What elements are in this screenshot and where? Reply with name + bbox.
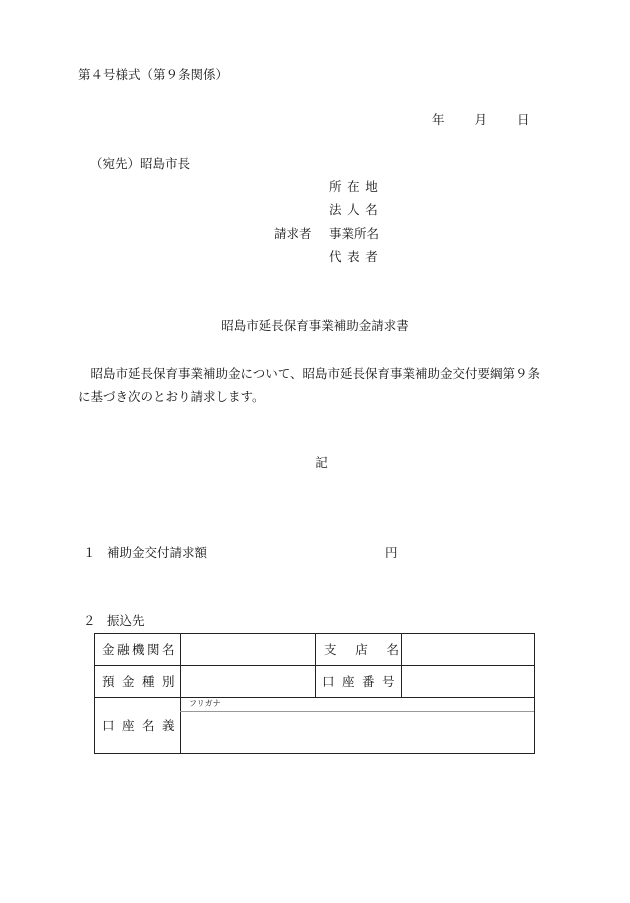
date-year-label: 年 bbox=[432, 112, 445, 127]
bank-transfer-table bbox=[94, 633, 535, 754]
item-2-number: ２ bbox=[83, 613, 96, 628]
form-number: 第４号様式（第９条関係） bbox=[78, 67, 229, 82]
item-1-unit: 円 bbox=[385, 545, 398, 560]
branch-name-label: 支店名 bbox=[324, 642, 418, 657]
date-month-label: 月 bbox=[474, 112, 488, 127]
date-line bbox=[432, 114, 530, 127]
bank-name-label: 金融機関名 bbox=[102, 642, 178, 657]
document-title: 昭島市延長保育事業補助金請求書 bbox=[221, 318, 409, 333]
furigana-label: フリガナ bbox=[189, 699, 221, 708]
body-paragraph: 昭島市延長保育事業補助金について、昭島市延長保育事業補助金交付要綱第９条に基づき次のとおり請求します。 bbox=[78, 366, 541, 404]
representative-label: 代表者 bbox=[329, 249, 384, 264]
account-number-value-cell[interactable] bbox=[402, 666, 534, 697]
office-name-label: 事業所名 bbox=[329, 226, 380, 241]
branch-name-value-cell[interactable] bbox=[402, 634, 534, 665]
account-holder-label: 口座名義 bbox=[102, 718, 183, 733]
bank-name-value-cell[interactable] bbox=[181, 634, 315, 665]
claimant-label: 請求者 bbox=[274, 226, 312, 241]
date-day-label: 日 bbox=[517, 112, 530, 127]
item-2-label: 振込先 bbox=[107, 613, 145, 628]
addressee: （宛先）昭島市長 bbox=[90, 156, 191, 171]
corporation-name-label: 法人名 bbox=[329, 202, 384, 217]
deposit-type-value-cell[interactable] bbox=[181, 666, 315, 697]
item-1-label: 補助金交付請求額 bbox=[107, 545, 208, 560]
deposit-type-label: 預金種別 bbox=[102, 674, 183, 689]
address-label: 所在地 bbox=[329, 179, 384, 194]
table-divider bbox=[95, 697, 534, 698]
ki-heading: 記 bbox=[315, 455, 328, 470]
account-number-label: 口座番号 bbox=[322, 674, 403, 689]
item-1-number: １ bbox=[83, 545, 96, 560]
account-holder-value-cell[interactable] bbox=[181, 712, 534, 753]
